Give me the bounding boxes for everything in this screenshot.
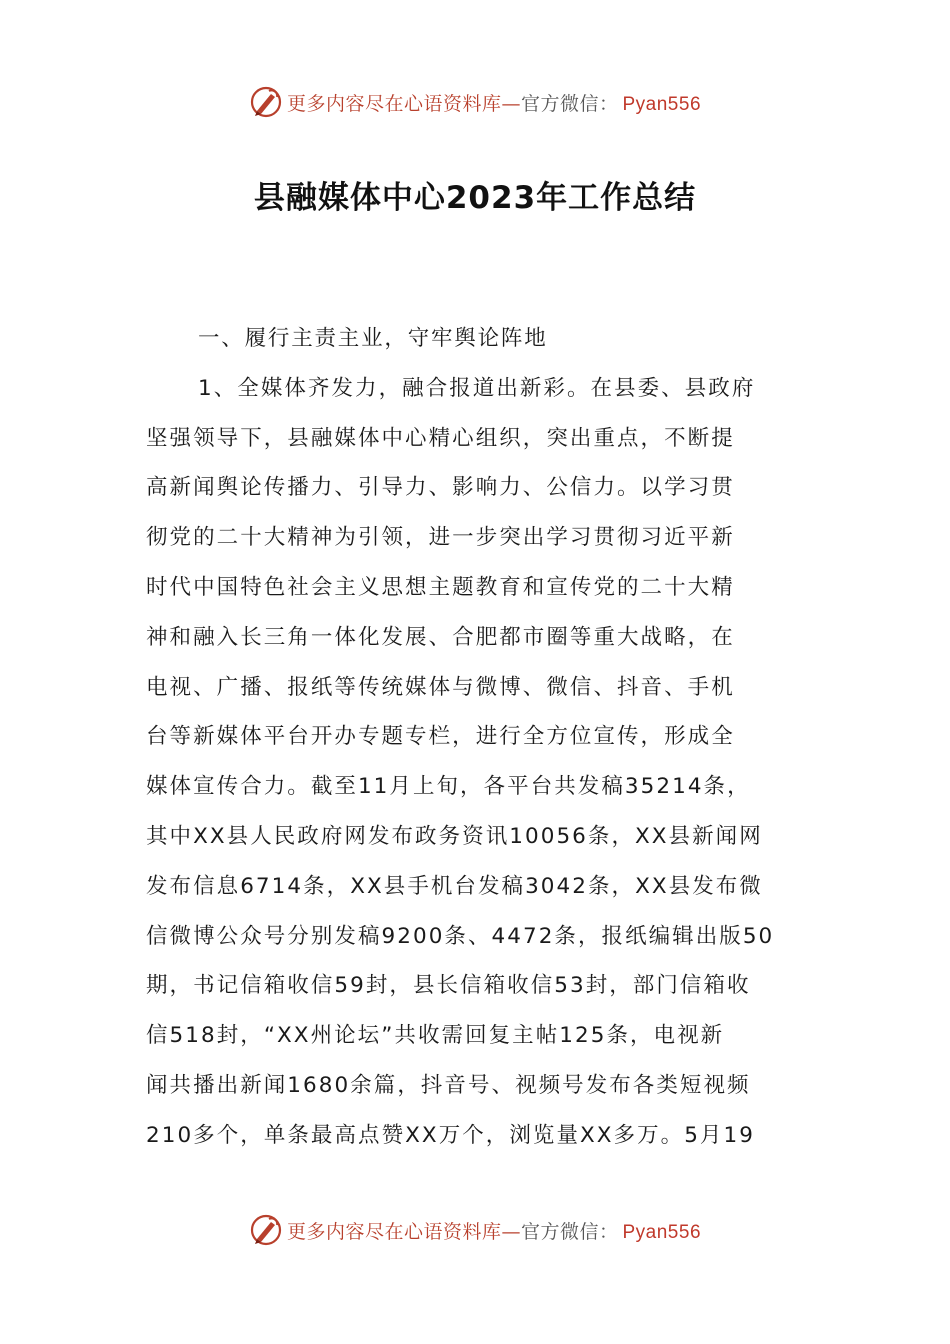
- paragraph-line: 1、全媒体齐发力，融合报道出新彩。在县委、县政府: [198, 375, 756, 401]
- paragraph-line: 神和融入长三角一体化发展、合肥都市圈等重大战略，在: [146, 624, 735, 650]
- watermark-separator: —: [501, 1220, 521, 1243]
- paragraph-line: 媒体宣传合力。截至11月上旬，各平台共发稿35214条，: [146, 774, 751, 800]
- paragraph-line: 高新闻舆论传播力、引导力、影响力、公信力。以学习贯: [146, 475, 735, 501]
- watermark-slogan: 更多内容尽在心语资料库: [286, 1220, 502, 1243]
- paragraph-line: 坚强领导下，县融媒体中心精心组织，突出重点，不断提: [146, 425, 735, 451]
- section-heading: 一、履行主责主业，守牢舆论阵地: [198, 326, 548, 351]
- paragraph-line: 彻党的二十大精神为引领，进一步突出学习贯彻习近平新: [146, 525, 735, 551]
- document-body: [146, 314, 806, 1161]
- pen-logo-icon: [249, 1213, 283, 1247]
- paragraph-line: 信518封，“XX州论坛”共收需回复主帖125条，电视新: [146, 1023, 725, 1049]
- paragraph-line: 信微博公众号分别发稿9200条、4472条，报纸编辑出版50: [146, 923, 775, 949]
- header-watermark-banner: [0, 82, 950, 122]
- paragraph-line: 210多个，单条最高点赞XX万个，浏览量XX多万。5月19: [146, 1122, 755, 1148]
- paragraph-line: 台等新媒体平台开办专题专栏，进行全方位宣传，形成全: [146, 724, 735, 750]
- watermark-handle: Pyan556: [622, 1221, 702, 1243]
- watermark-separator: —: [501, 92, 521, 115]
- watermark-text: [287, 89, 701, 116]
- paragraph-line: 其中XX县人民政府网发布政务资讯10056条，XX县新闻网: [146, 823, 763, 849]
- watermark-handle: Pyan556: [622, 93, 702, 115]
- paragraph-line: 期，书记信箱收信59封，县长信箱收信53封，部门信箱收: [146, 973, 751, 999]
- watermark-wechat-label: 官方微信：: [520, 1220, 619, 1243]
- paragraph-line: 闻共播出新闻1680余篇，抖音号、视频号发布各类短视频: [146, 1072, 751, 1098]
- paragraph-line: 时代中国特色社会主义思想主题教育和宣传党的二十大精: [146, 574, 735, 600]
- watermark-slogan: 更多内容尽在心语资料库: [286, 92, 502, 115]
- paragraph-line: 发布信息6714条，XX县手机台发稿3042条，XX县发布微: [146, 873, 763, 899]
- watermark-wechat-label: 官方微信：: [520, 92, 619, 115]
- paragraph-line: 电视、广播、报纸等传统媒体与微博、微信、抖音、手机: [146, 674, 735, 700]
- pen-logo-icon: [249, 85, 283, 119]
- footer-watermark-banner: [0, 1210, 950, 1250]
- body-paragraph: [146, 364, 806, 1161]
- watermark-text: [287, 1217, 701, 1244]
- document-title: 县融媒体中心2023年工作总结: [253, 180, 697, 216]
